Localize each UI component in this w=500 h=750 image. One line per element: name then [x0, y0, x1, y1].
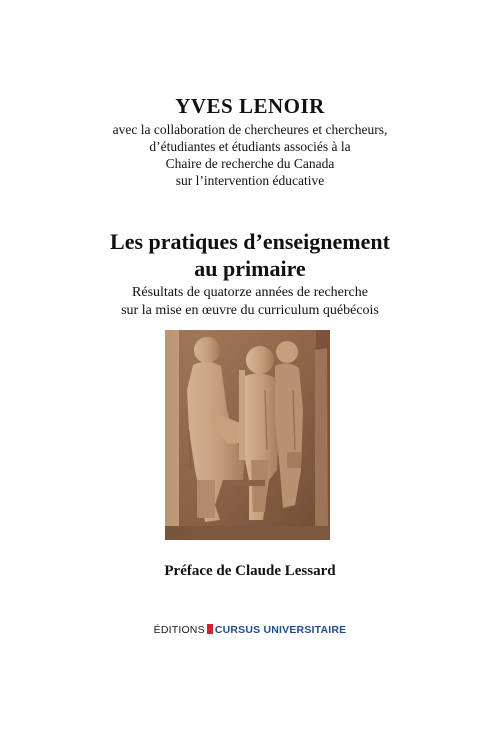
preface-credit: Préface de Claude Lessard: [164, 563, 336, 579]
publisher-prefix: ÉDITIONS: [153, 624, 205, 636]
publisher-logo: [0, 624, 500, 636]
author-name: YVES LENOIR: [175, 94, 325, 118]
collaboration-line: avec la collaboration de chercheures et chercheurs,: [112, 122, 388, 137]
collaboration-note: [0, 121, 500, 189]
subtitle-line: sur la mise en œuvre du curriculum québécois: [121, 303, 379, 318]
subtitle-line: Résultats de quatorze années de recherche: [132, 285, 368, 300]
publisher-red-bar: [207, 624, 213, 634]
collaboration-line: Chaire de recherche du Canada: [165, 156, 335, 171]
collaboration-line: d’étudiantes et étudiants associés à la: [149, 139, 351, 154]
title-line: Les pratiques d’enseignement: [110, 229, 390, 254]
cover-image: [165, 330, 330, 540]
publisher-name: CURSUS UNIVERSITAIRE: [214, 624, 347, 636]
collaboration-line: sur l’intervention éducative: [175, 173, 325, 188]
title-line: au primaire: [194, 256, 306, 281]
book-subtitle: [0, 284, 500, 320]
book-title: [0, 228, 500, 282]
